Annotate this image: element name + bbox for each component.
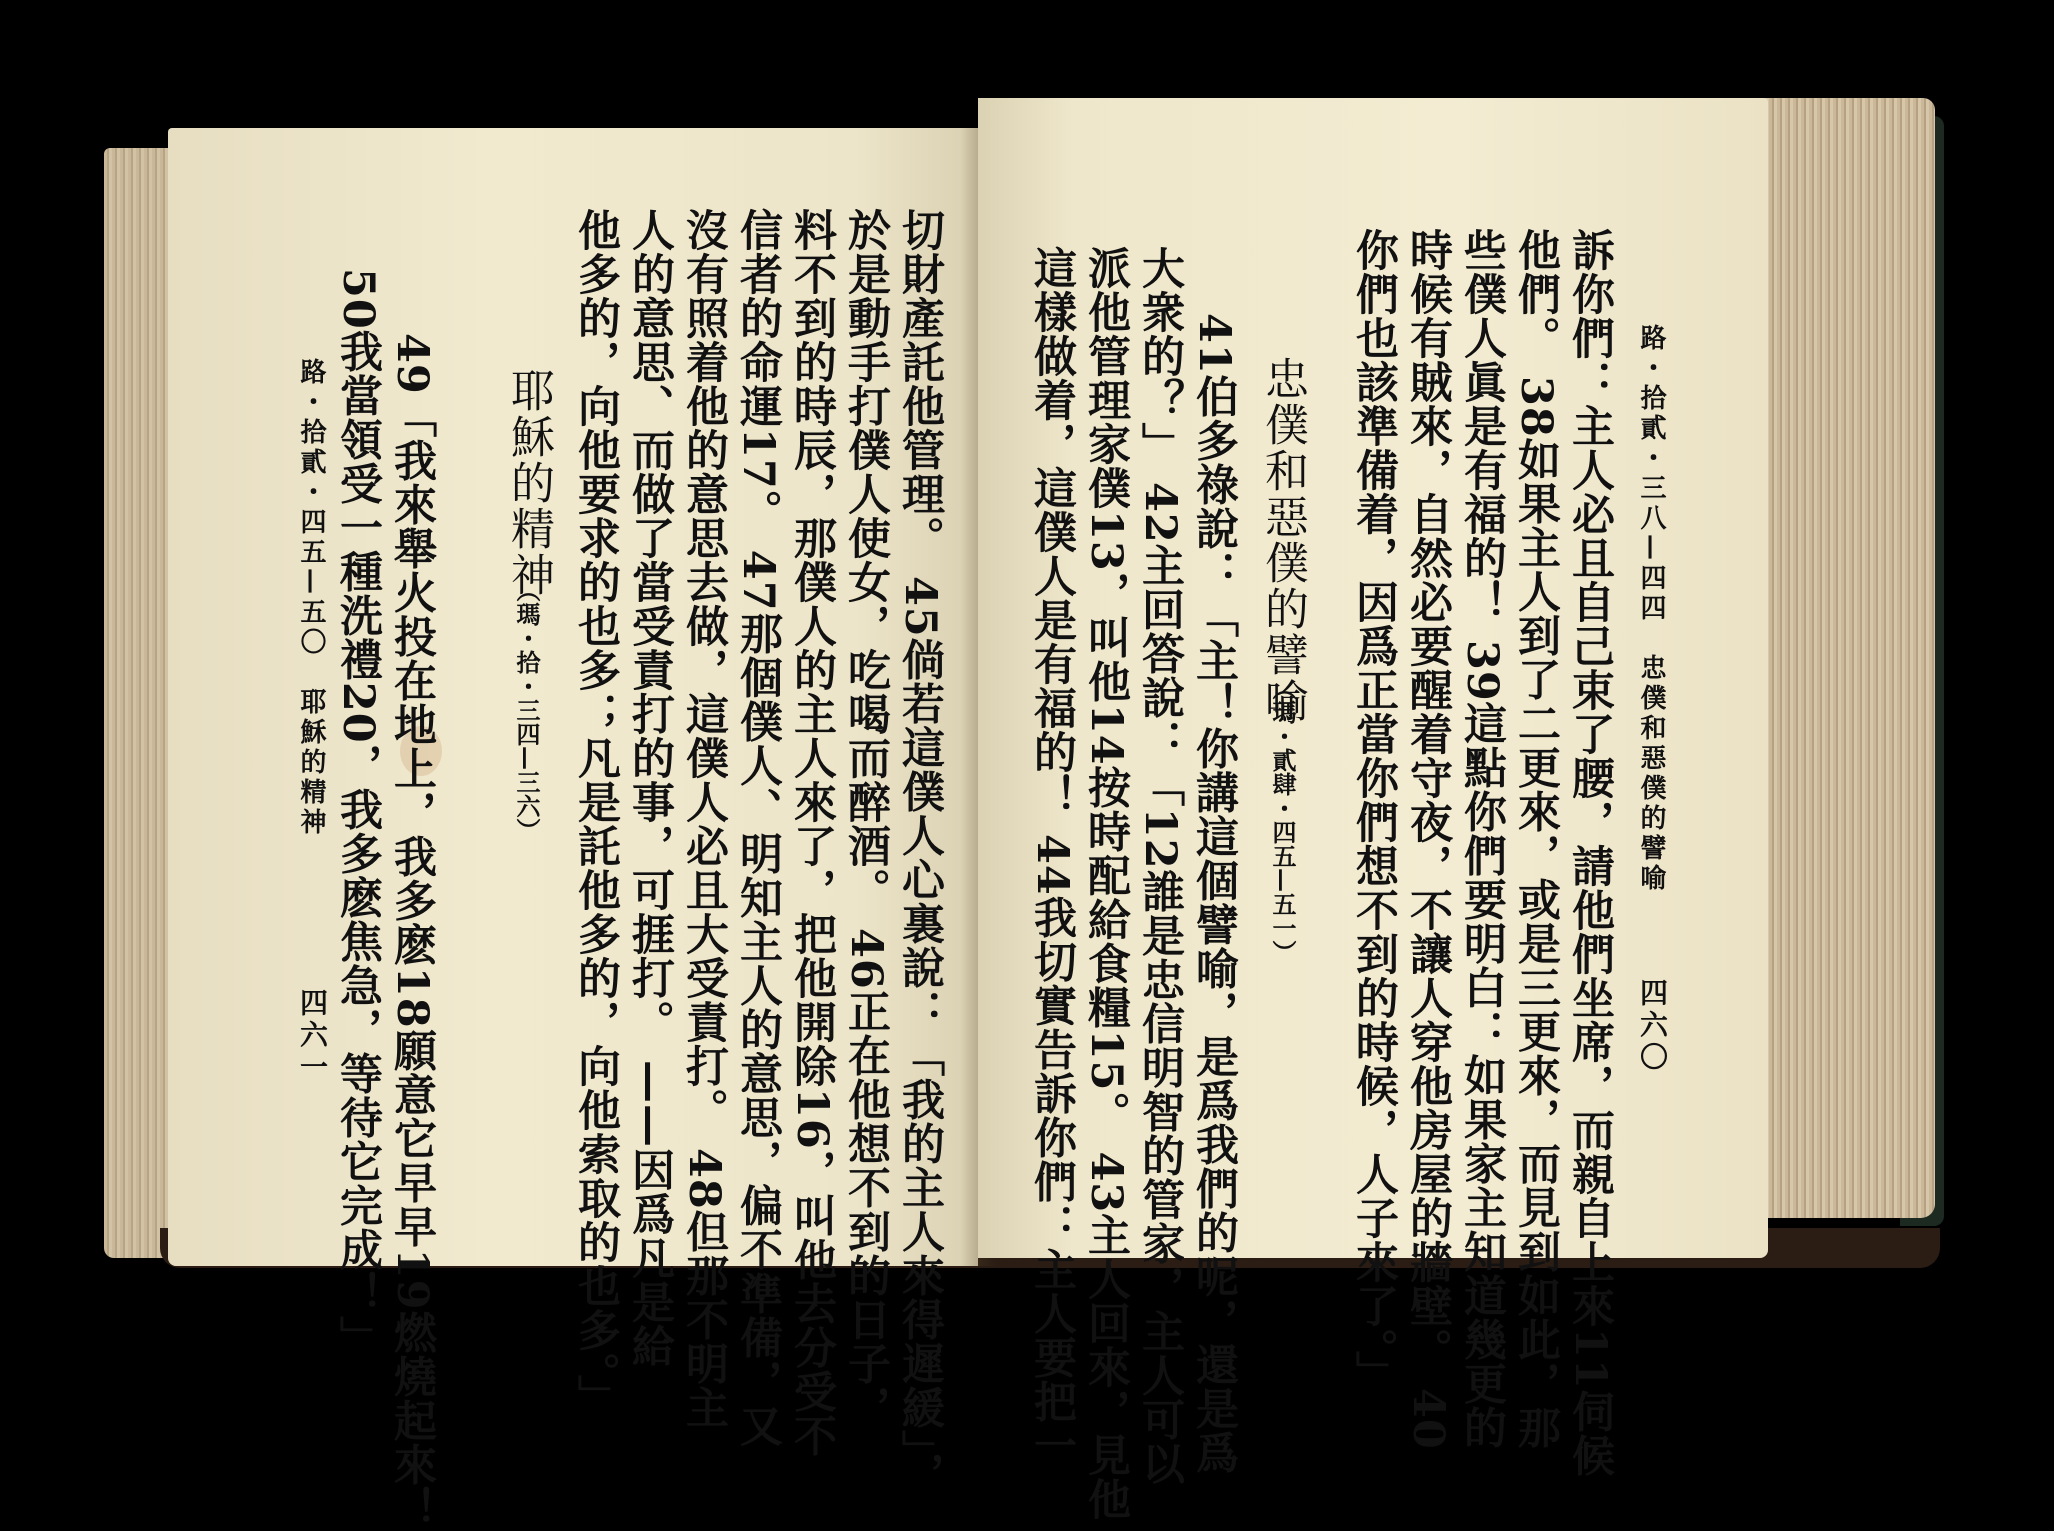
text-column: 於是動手打僕人使女，吃喝而醉酒。 46正在他想不到的日子， [841, 208, 891, 1430]
text-column: 49「我來舉火投在地上，我多麽18願意它早早19燃燒起來！ [387, 333, 437, 1531]
running-header: 路・拾貳・四五—五〇 耶穌的精神 [296, 358, 326, 838]
right-page [978, 98, 1768, 1522]
page-number: 四六〇 [1636, 978, 1669, 1074]
text-column: 他多的，向他要求的也多；凡是託他多的，向他索取的也多。」 [571, 208, 621, 1419]
text-column: 41伯多祿說：「主！你講這個譬喻，是爲我們的呢，還是爲 [1189, 313, 1239, 1475]
section-reference: （瑪・貳肆・四五—五一） [1268, 676, 1297, 964]
text-column: 切財產託他管理。 45倘若這僕人心裏說：「我的主人來得遲緩」， [895, 208, 945, 1497]
left-page [168, 128, 978, 1531]
page-number: 四六一 [296, 988, 329, 1084]
text-column: 沒有照着他的意思去做，這僕人必且大受責打。 48但那不明主 [679, 208, 729, 1430]
text-column: 這樣做着，這僕人是有福的！ 44我切實告訴你們：主人要把一 [1027, 246, 1077, 1468]
right-page-edges [1745, 98, 1935, 1218]
text-column: 人的意思、而做了當受責打的事，可捱打。 ——因爲凡是給 [625, 208, 675, 1368]
section-heading: 忠僕和惡僕的譬喻 [1257, 356, 1308, 724]
text-column: 50我當領受一種洗禮20，我多麽焦急，等待它完成！」 [333, 268, 383, 1360]
text-column: 大衆的？」 42主回答說：「12誰是忠信明智的管家，主人可以 [1135, 246, 1185, 1486]
section-reference: （瑪・拾・三四—三六） [512, 578, 541, 842]
text-column: 料不到的時辰，那僕人的主人來了，把他開除16，叫他去分受不 [787, 208, 837, 1458]
text-column: 他們。 38如果主人到了二更來，或是三更來，而見到如此，那 [1511, 228, 1561, 1450]
running-header: 路・拾貳・三八—四四 忠僕和惡僕的譬喻 [1636, 324, 1666, 894]
text-column: 訴你們：主人必且自己束了腰，請他們坐席，而親自上來11伺候 [1565, 228, 1615, 1478]
text-column: 信者的命運17。 47那個僕人、明知主人的意思，偏不準備，又 [733, 208, 783, 1448]
text-column: 些僕人眞是有福的！ 39這點你們要明白：如果家主知道幾更的 [1457, 228, 1507, 1450]
text-column: 你們也該準備着，因爲正當你們想不到的時候，人子來了。」 [1349, 228, 1399, 1395]
text-column: 派他管理家僕13，叫他14按時配給食糧15。 43主人回來，見他 [1081, 246, 1131, 1522]
section-heading: 耶穌的精神 [503, 368, 554, 598]
text-column: 時候有賊來，自然必要醒着守夜，不讓人穿他房屋的牆壁。 40 [1403, 228, 1453, 1450]
